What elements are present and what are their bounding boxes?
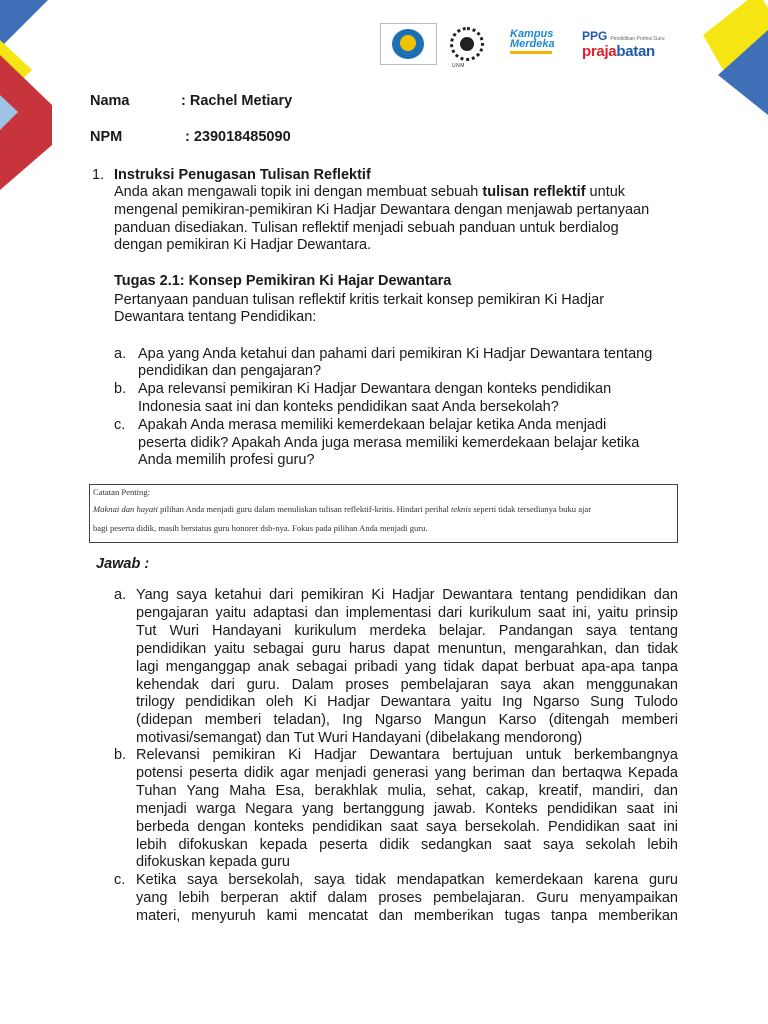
question-c-line-3: Anda memilih profesi guru? bbox=[138, 452, 315, 468]
question-c-line-1: Apakah Anda merasa memiliki kemerdekaan belajar ketika Anda menjadi bbox=[138, 417, 607, 433]
question-letter-c: c. bbox=[114, 417, 126, 433]
note-line-2: bagi peserta didik, masih berstatus guru honorer dsb-nya. Fokus pada pilihan Anda menjadi guru. bbox=[93, 523, 428, 533]
task-intro-line-1: Pertanyaan panduan tulisan reflektif kritis terkait konsep pemikiran Ki Hadjar bbox=[114, 292, 605, 308]
answer-line: Tut Wuri Handayani kurikulum merdeka belajar. Pandangan saya tentang bbox=[136, 622, 678, 639]
question-letter-a: a. bbox=[114, 346, 127, 362]
answer-line: (didepan memberi teladan), Ing Ngarso Mangun Karso (ditengah memberi bbox=[136, 712, 678, 729]
intro-post: untuk bbox=[585, 184, 626, 200]
task-intro-line-2: Dewantara tentang Pendidikan: bbox=[114, 309, 317, 325]
question-a-line-1: Apa yang Anda ketahui dan pahami dari pemikiran Ki Hadjar Dewantara tentang bbox=[138, 346, 653, 362]
answer-line: potensi peserta didik agar menjadi generasi yang beriman dan bertaqwa Kepada bbox=[136, 764, 678, 781]
answer-line: kehendak dari guru. Dalam proses pembelajaran saya akan menggunakan bbox=[136, 676, 678, 693]
name-label: Nama bbox=[90, 93, 130, 109]
npm-value: : 239018485090 bbox=[185, 129, 291, 145]
answer-letter-c: c. bbox=[114, 872, 126, 888]
kampus-text: Kampus bbox=[510, 28, 554, 40]
intro-line-1 bbox=[114, 183, 625, 201]
npm-label: NPM bbox=[90, 129, 123, 145]
note-text-1: pilihan Anda menjadi guru dalam menuliskan tulisan reflektif-kritis. Hindari perihal bbox=[157, 504, 451, 514]
question-letter-b: b. bbox=[114, 381, 127, 397]
task-title: Tugas 2.1: Konsep Pemikiran Ki Hajar Dewantara bbox=[114, 273, 452, 289]
answer-line: pendidikan yaitu sebagai guru harus dapat menuntun, mengarahkan, dan tidak bbox=[136, 640, 678, 657]
note-text-2: seperti tidak tersedianya buku ajar bbox=[471, 504, 592, 514]
intro-bold: tulisan reflektif bbox=[482, 184, 586, 200]
answer-letter-a: a. bbox=[114, 587, 127, 603]
important-note-box bbox=[89, 484, 678, 543]
answer-line: yang lebih berperan aktif dalam proses pembelajaran. Guru menyampaikan bbox=[136, 889, 678, 906]
ppg-small-text: Pendidikan Profesi Guru bbox=[610, 36, 665, 42]
answer-line: lebih difokuskan kepada peserta didik sedangkan saat saya sekolah lebih bbox=[136, 836, 678, 853]
section-title: Instruksi Penugasan Tulisan Reflektif bbox=[114, 167, 371, 183]
answer-line: pengajaran yaitu adaptasi dan implementasi dari kurikulum saat ini, yaitu prinsip bbox=[136, 604, 678, 621]
section-number: 1. bbox=[92, 167, 105, 183]
answer-line: lagi menganggap anak sebagai pribadi yang tidak dapat berbuat apa-apa tanpa bbox=[136, 658, 678, 675]
answer-line: trilogy pendidikan oleh Ki Hadjar Dewantara yaitu Ing Ngarso Sung Tulodo bbox=[136, 694, 678, 711]
answer-line: materi, menyuruh kami mencatat dan memberikan tugas tanpa memberikan bbox=[136, 907, 678, 924]
answer-line: difokuskan kepada guru bbox=[136, 854, 290, 871]
answer-line: berbeda dengan konteks pendidikan saat saya bersekolah. Pendidikan saat ini bbox=[136, 818, 678, 835]
name-value: : Rachel Metiary bbox=[181, 93, 293, 109]
note-italic-1: Maknai dan hayati bbox=[93, 504, 158, 514]
question-b-line-1: Apa relevansi pemikiran Ki Hadjar Dewantara dengan konteks pendidikan bbox=[138, 381, 612, 397]
ppg-label: PPG bbox=[582, 29, 608, 43]
answer-line: motivasi/semangat) dan Tut Wuri Handayani (dibelakang mendorong) bbox=[136, 730, 583, 747]
intro-pre: Anda akan mengawali topik ini dengan membuat sebuah bbox=[114, 184, 483, 200]
intro-line-4: dengan pemikiran Ki Hadjar Dewantara. bbox=[114, 237, 372, 253]
answer-line: Ketika saya bersekolah, saya tidak mendapatkan kemerdekaan karena guru bbox=[136, 872, 678, 888]
answer-line: menjadi warga Negara yang bertanggung jawab. Konteks pendidikan saat ini bbox=[136, 800, 678, 817]
answer-line: Tuhan Yang Maha Esa, berakhlak mulia, sehat, cakap, kreatif, mandiri, dan bbox=[136, 782, 678, 799]
answer-heading: Jawab : bbox=[96, 556, 150, 572]
question-a-line-2: pendidikan dan pengajaran? bbox=[138, 363, 322, 379]
merdeka-text: Merdeka bbox=[510, 38, 555, 50]
note-line-1 bbox=[93, 504, 591, 514]
prajabatan-part2: batan bbox=[616, 43, 655, 60]
note-heading: Catatan Penting: bbox=[93, 487, 151, 497]
question-c-line-2: peserta didik? Apakah Anda juga merasa memiliki kemerdekaan belajar ketika bbox=[138, 435, 640, 451]
intro-line-2: mengenal pemikiran-pemikiran Ki Hadjar Dewantara dengan menjawab pertanyaan bbox=[114, 202, 650, 218]
prajabatan-part1: praja bbox=[582, 43, 617, 60]
answer-line: Relevansi pemikiran Ki Hadjar Dewantara bertujuan untuk berkembangnya bbox=[136, 747, 678, 763]
unm-logo-caption: UNM bbox=[452, 63, 465, 69]
intro-line-3: panduan disediakan. Tulisan reflektif menjadi sebuah panduan untuk berdialog bbox=[114, 220, 619, 236]
note-italic-2: teknis bbox=[451, 504, 472, 514]
answer-letter-b: b. bbox=[114, 747, 127, 763]
question-b-line-2: Indonesia saat ini dan konteks pendidikan saat Anda bersekolah? bbox=[138, 399, 559, 415]
answer-line: Yang saya ketahui dari pemikiran Ki Hadjar Dewantara tentang pendidikan dan bbox=[136, 587, 678, 603]
